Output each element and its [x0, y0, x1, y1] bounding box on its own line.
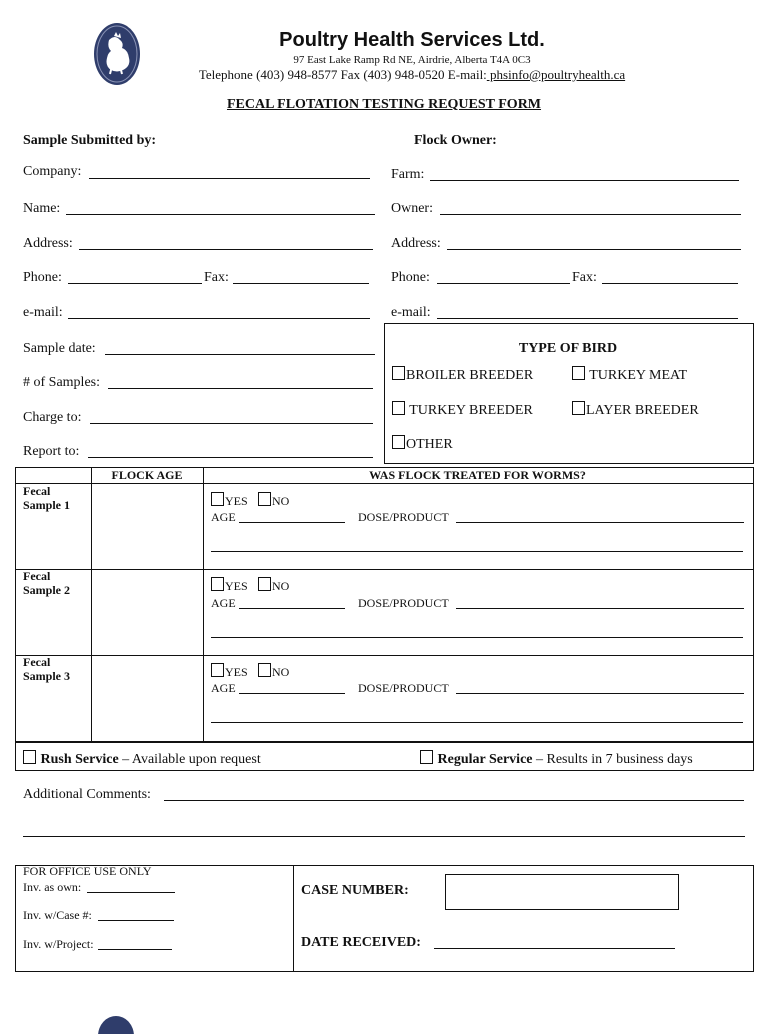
submitter-heading: Sample Submitted by: [23, 133, 157, 148]
inv-project-field[interactable] [98, 949, 172, 950]
treated-header: WAS FLOCK TREATED FOR WORMS? [369, 468, 586, 482]
company-contact [0, 67, 768, 83]
comments-field-line-2[interactable] [23, 836, 745, 837]
name-label: Name: [23, 201, 61, 216]
no-checkbox[interactable] [258, 577, 271, 591]
table-header-divider [15, 483, 753, 484]
other-label: OTHER [406, 437, 453, 452]
layer-breeder-label: LAYER BREEDER [586, 403, 699, 418]
yes-checkbox[interactable] [211, 577, 224, 591]
contact-numbers: Telephone (403) 948-8577 Fax (403) 948-0520 E-mail: [198, 67, 487, 82]
company-label: Company: [23, 164, 82, 179]
inv-project-label: Inv. w/Project: [23, 937, 94, 951]
row2-notes-field[interactable] [211, 637, 743, 638]
office-divider [293, 865, 294, 971]
email-link[interactable]: phsinfo@poultryhealth.ca [486, 67, 626, 82]
num-samples-label: # of Samples: [23, 375, 100, 390]
name-field[interactable] [66, 214, 375, 215]
layer-breeder-option[interactable] [572, 401, 699, 419]
submitter-phone-label: Phone: [23, 270, 62, 285]
office-use-title: FOR OFFICE USE ONLY [23, 864, 152, 878]
row3-notes-field[interactable] [211, 722, 743, 723]
report-to-label: Report to: [23, 444, 80, 459]
owner-email-label: e-mail: [391, 305, 431, 320]
submitter-email-field[interactable] [68, 318, 370, 319]
row3-age-field[interactable] [239, 693, 345, 694]
broiler-breeder-option[interactable] [392, 366, 533, 384]
owner-email-field[interactable] [437, 318, 738, 319]
table-col-divider-1 [91, 467, 92, 742]
row2-age-field[interactable] [239, 608, 345, 609]
row2-yes-option[interactable]: YES [211, 577, 248, 594]
owner-phone-label: Phone: [391, 270, 430, 285]
regular-service-label: Regular Service [437, 752, 533, 767]
broiler-breeder-checkbox[interactable] [392, 366, 405, 380]
row2-dose-field[interactable] [456, 608, 744, 609]
farm-field[interactable] [430, 180, 739, 181]
regular-service-option[interactable] [420, 750, 693, 768]
row3-age-label: AGE [211, 681, 236, 695]
turkey-meat-label: TURKEY MEAT [586, 368, 688, 383]
rush-service-option[interactable] [23, 750, 261, 768]
sample-date-field[interactable] [105, 354, 375, 355]
row1-yes-option[interactable]: YES [211, 492, 248, 509]
inv-case-field[interactable] [98, 920, 174, 921]
rush-service-note: – Available upon request [118, 752, 261, 767]
num-samples-field[interactable] [108, 388, 373, 389]
report-to-field[interactable] [88, 457, 373, 458]
sample-date-label: Sample date: [23, 341, 96, 356]
table-row-label: Fecal Sample 2 [23, 569, 71, 597]
owner-heading: Flock Owner: [414, 133, 497, 148]
case-number-label: CASE NUMBER: [301, 883, 409, 898]
farm-label: Farm: [391, 167, 425, 182]
inv-own-label: Inv. as own: [23, 880, 82, 894]
submitter-phone-field[interactable] [68, 283, 202, 284]
date-received-field[interactable] [434, 948, 675, 949]
row1-dose-label: DOSE/PRODUCT [358, 510, 449, 524]
company-address: 97 East Lake Ramp Rd NE, Airdrie, Alberta T4A 0C3 [293, 54, 531, 66]
table-row-divider-2 [15, 655, 753, 656]
owner-phone-field[interactable] [437, 283, 570, 284]
turkey-meat-option[interactable] [572, 366, 687, 384]
rooster-logo-icon [96, 1014, 136, 1034]
row1-age-field[interactable] [239, 522, 345, 523]
charge-to-field[interactable] [90, 423, 373, 424]
submitter-fax-label: Fax: [204, 270, 229, 285]
row1-dose-field[interactable] [456, 522, 744, 523]
company-field[interactable] [89, 178, 370, 179]
rush-service-checkbox[interactable] [23, 750, 36, 764]
owner-fax-label: Fax: [572, 270, 597, 285]
row1-notes-field[interactable] [211, 551, 743, 552]
other-option[interactable] [392, 435, 453, 453]
row1-age-label: AGE [211, 510, 236, 524]
regular-service-note: – Results in 7 business days [532, 752, 693, 767]
submitter-address-field[interactable] [79, 249, 373, 250]
row3-yes-option[interactable]: YES [211, 663, 248, 680]
flock-age-header: FLOCK AGE [111, 468, 183, 482]
owner-address-label: Address: [391, 236, 441, 251]
row1-no-option[interactable]: NO [258, 492, 289, 509]
bird-type-title: TYPE OF BIRD [518, 341, 618, 356]
broiler-breeder-label: BROILER BREEDER [406, 368, 534, 383]
table-row-label: Fecal Sample 3 [23, 655, 71, 683]
inv-own-field[interactable] [87, 892, 175, 893]
owner-address-field[interactable] [447, 249, 741, 250]
layer-breeder-checkbox[interactable] [572, 401, 585, 415]
form-title: FECAL FLOTATION TESTING REQUEST FORM [226, 97, 542, 112]
row2-age-label: AGE [211, 596, 236, 610]
comments-label: Additional Comments: [23, 787, 151, 802]
turkey-breeder-checkbox[interactable] [392, 401, 405, 415]
row3-dose-field[interactable] [456, 693, 744, 694]
turkey-breeder-option[interactable] [392, 401, 533, 419]
table-row-label: Fecal Sample 1 [23, 484, 71, 512]
no-checkbox[interactable] [258, 663, 271, 677]
owner-label: Owner: [391, 201, 433, 216]
yes-checkbox[interactable] [211, 663, 224, 677]
owner-fax-field[interactable] [602, 283, 738, 284]
other-checkbox[interactable] [392, 435, 405, 449]
row3-no-option[interactable]: NO [258, 663, 289, 680]
row2-dose-label: DOSE/PRODUCT [358, 596, 449, 610]
rush-service-label: Rush Service [40, 752, 119, 767]
submitter-fax-field[interactable] [233, 283, 369, 284]
company-name: Poultry Health Services Ltd. [279, 29, 545, 51]
charge-to-label: Charge to: [23, 410, 82, 425]
date-received-label: DATE RECEIVED: [301, 935, 421, 950]
inv-case-label: Inv. w/Case #: [23, 908, 92, 922]
submitter-email-label: e-mail: [23, 305, 63, 320]
yes-checkbox[interactable] [211, 492, 224, 506]
comments-field[interactable] [164, 800, 744, 801]
case-number-field[interactable] [445, 874, 679, 910]
regular-service-checkbox[interactable] [420, 750, 433, 764]
turkey-breeder-label: TURKEY BREEDER [406, 403, 533, 418]
table-row-divider-1 [15, 569, 753, 570]
row3-dose-label: DOSE/PRODUCT [358, 681, 449, 695]
owner-field[interactable] [440, 214, 741, 215]
submitter-address-label: Address: [23, 236, 73, 251]
table-col-divider-2 [203, 467, 204, 742]
no-checkbox[interactable] [258, 492, 271, 506]
turkey-meat-checkbox[interactable] [572, 366, 585, 380]
row2-no-option[interactable]: NO [258, 577, 289, 594]
